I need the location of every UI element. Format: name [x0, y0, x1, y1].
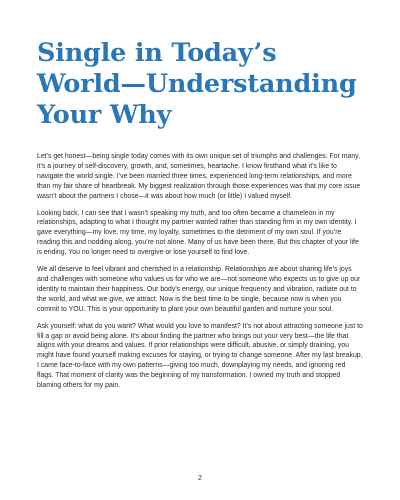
body-text	[37, 152, 363, 391]
chapter-title-line-3: Your Why	[37, 100, 172, 130]
paragraph-3: We all deserve to feel vibrant and cherished in a relationship. Relationships are about sharing life’s joys and challenges with someone who values us for who we are—not someone who expects us to give up our identity to maintain their happiness. Our body’s energy, our unique frequency and vibration, radiate out to the world, and what we give, we attract. Now is the best time to be single, because now is when you commit to YOU. This is your opportunity to plant your own beautiful garden and nurture your soul.	[37, 266, 361, 313]
page-number: 2	[198, 475, 202, 482]
paragraph-4: Ask yourself: what do you want? What would you love to manifest? It’s not about attracting someone just to fill a gap or avoid being alone. It’s about finding the partner who brings out your very best—the life that aligns with your dreams and values. If prior relationships were difficult, abusive, or simply draining, you might have found yourself making excuses for staying, or trying to change someone. After my last breakup, I came face-to-face with my own patterns—giving too much, downplaying my needs, and ignoring red flags. That moment of clarity was the beginning of my transformation. I owned my truth and stopped blaming others for my pain.	[37, 322, 363, 390]
chapter-title-line-2: World—Understanding	[37, 69, 357, 99]
paragraph-2: Looking back, I can see that I wasn’t speaking my truth, and too often became a chameleon in my relationships, adapting to what I thought my partner wanted rather than standing firm in my own identity. I gave everything—my love, my time, my loyalty, sometimes to the detriment of my own soul. If you’re reading this and nodding along, you’re not alone. Many of us have been there. But this chapter of your life is ending. You no longer need to overgive or lose yourself to find love.	[37, 209, 359, 257]
chapter-title-line-1: Single in Today’s	[37, 38, 277, 68]
chapter-title	[37, 38, 363, 131]
paragraph-1: Let’s get honest—being single today comes with its own unique set of triumphs and challenges. For many, it’s a journey of self-discovery, growth, and, sometimes, heartache. I know firsthand what it’s like to navigate the world single. I’ve been married three times, experienced long-term relationships, and more than my fair share of heartbreak. My biggest realization through those experiences was that my core issue wasn’t about the partners I chose—it was about how much (or little) I valued myself.	[37, 153, 361, 200]
